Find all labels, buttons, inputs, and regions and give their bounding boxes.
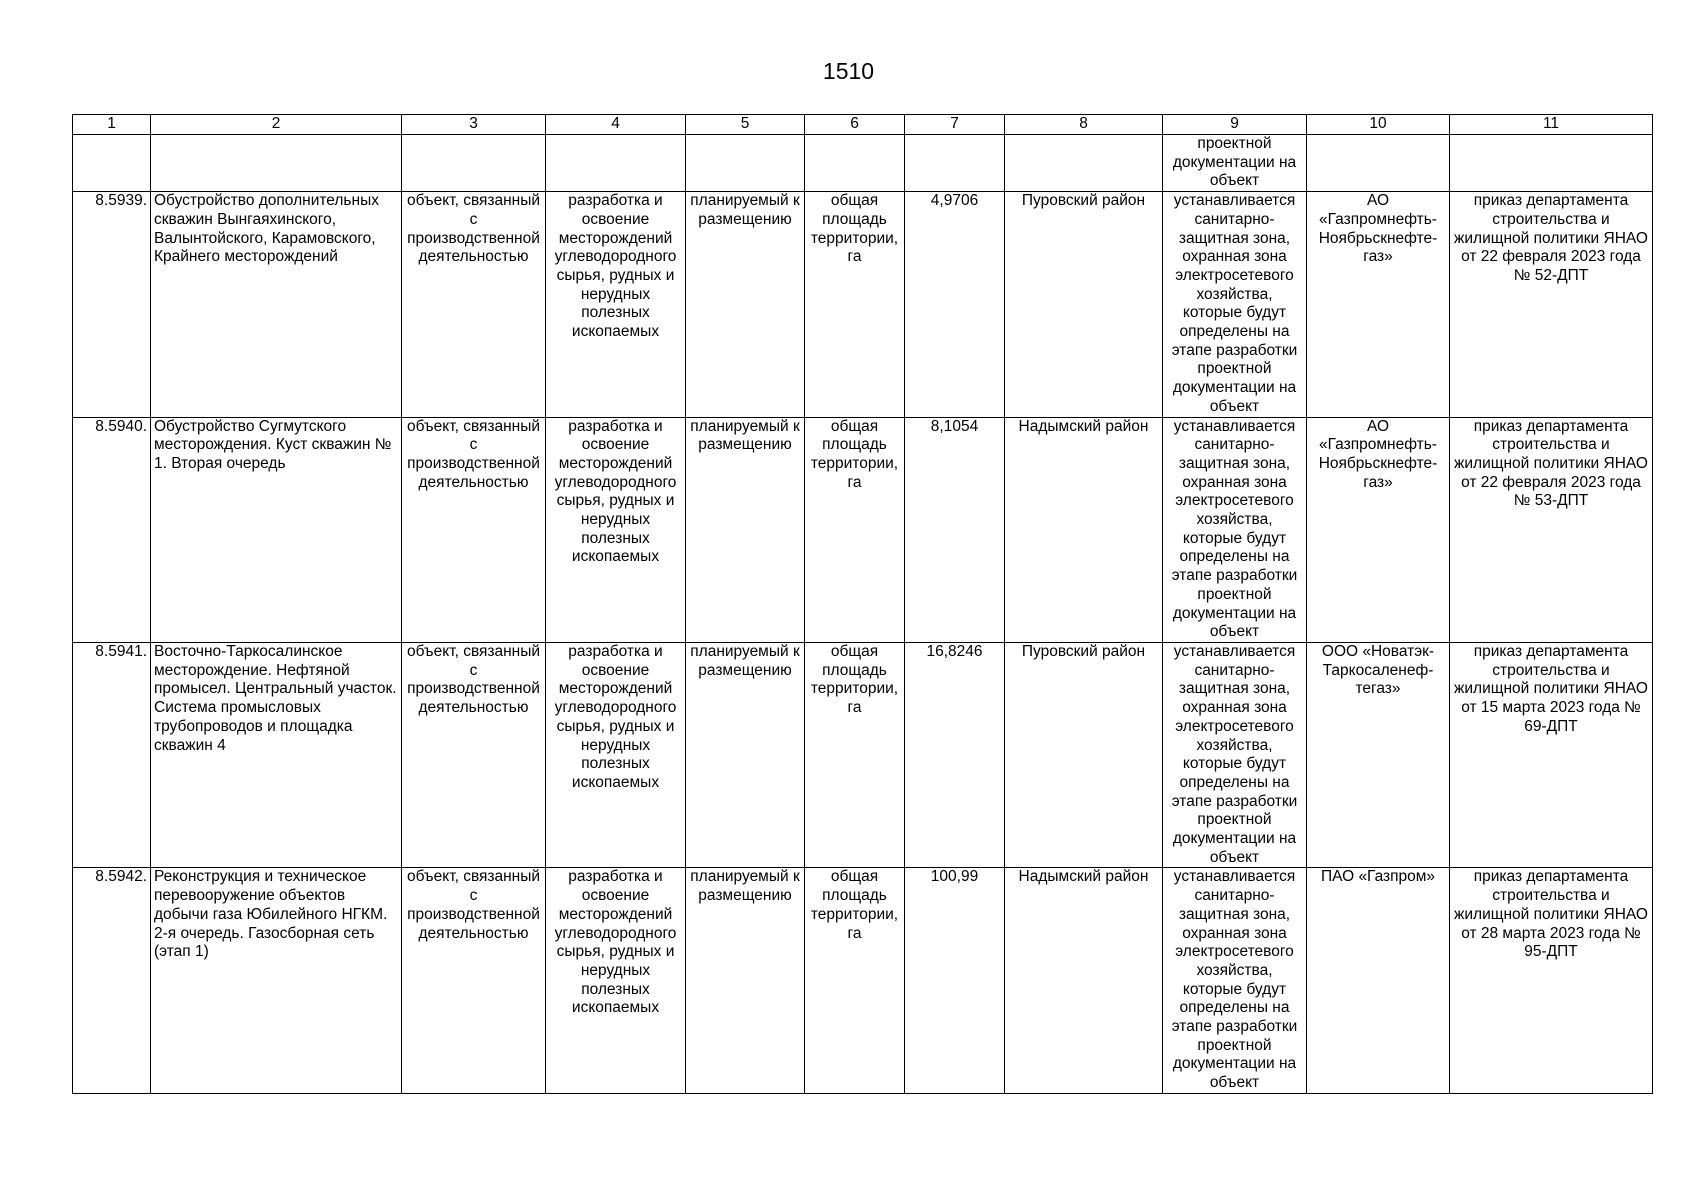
column-header: 9 xyxy=(1163,115,1307,135)
table-row xyxy=(73,417,1653,642)
table-row xyxy=(73,868,1653,1093)
cell-purpose: разработка и освоение месторождений углеводородного сырья, рудных и нерудных полезных ископаемых xyxy=(546,417,686,642)
register-table xyxy=(72,114,1653,1094)
page-number: 1510 xyxy=(822,58,875,84)
cell-status: планируемый к размещению xyxy=(686,868,805,1093)
column-header: 5 xyxy=(686,115,805,135)
column-header: 2 xyxy=(151,115,402,135)
cell-object-type: объект, связанный с производственной деятельностью xyxy=(402,868,546,1093)
cell-object-type: объект, связанный с производственной деятельностью xyxy=(402,417,546,642)
cell-empty xyxy=(151,135,402,192)
column-header: 6 xyxy=(805,115,905,135)
cell-location: Надымский район xyxy=(1005,868,1163,1093)
cell-empty xyxy=(73,135,151,192)
cell-zone: устанавливается санитарно-защитная зона, охранная зона электросетевого хозяйства, которые будут определены на этапе разработки проектной документации на объект xyxy=(1163,417,1307,642)
cell-zone: устанавливается санитарно-защитная зона, охранная зона электросетевого хозяйства, которые будут определены на этапе разработки проектной документации на объект xyxy=(1163,192,1307,417)
column-header: 1 xyxy=(73,115,151,135)
cell-owner: ООО «Новатэк-Таркосаленеф-тегаз» xyxy=(1307,642,1450,867)
cell-number: 8.5940. xyxy=(73,417,151,642)
cell-number: 8.5941. xyxy=(73,642,151,867)
column-number-row xyxy=(73,115,1653,135)
cell-empty xyxy=(402,135,546,192)
cell-empty xyxy=(805,135,905,192)
cell-zone: устанавливается санитарно-защитная зона, охранная зона электросетевого хозяйства, которые будут определены на этапе разработки проектной документации на объект xyxy=(1163,868,1307,1093)
table-row xyxy=(73,192,1653,417)
cell-location: Пуровский район xyxy=(1005,642,1163,867)
cell-document: приказ департамента строительства и жилищной политики ЯНАО от 15 марта 2023 года № 69-ДПТ xyxy=(1450,642,1653,867)
cell-empty xyxy=(1450,135,1653,192)
cell-empty xyxy=(905,135,1005,192)
column-header: 8 xyxy=(1005,115,1163,135)
column-header: 4 xyxy=(546,115,686,135)
cell-purpose: разработка и освоение месторождений углеводородного сырья, рудных и нерудных полезных ископаемых xyxy=(546,868,686,1093)
cell-value: 16,8246 xyxy=(905,642,1005,867)
cell-object-name: Обустройство Сугмутского месторождения. Куст скважин № 1. Вторая очередь xyxy=(151,417,402,642)
cell-object-type: объект, связанный с производственной деятельностью xyxy=(402,192,546,417)
cell-value: 8,1054 xyxy=(905,417,1005,642)
cell-location: Надымский район xyxy=(1005,417,1163,642)
table-row xyxy=(73,642,1653,867)
cell-owner: ПАО «Газпром» xyxy=(1307,868,1450,1093)
cell-object-name: Обустройство дополнительных скважин Вынгаяхинского, Валынтойского, Карамовского, Крайнего месторождений xyxy=(151,192,402,417)
cell-zone-continuation: проектной документации на объект xyxy=(1163,135,1307,192)
cell-empty xyxy=(1307,135,1450,192)
cell-location: Пуровский район xyxy=(1005,192,1163,417)
cell-value: 4,9706 xyxy=(905,192,1005,417)
cell-document: приказ департамента строительства и жилищной политики ЯНАО от 22 февраля 2023 года № 53-ДПТ xyxy=(1450,417,1653,642)
cell-object-name: Восточно-Таркосалинское месторождение. Нефтяной промысел. Центральный участок. Система промысловых трубопроводов и площадка скважин 4 xyxy=(151,642,402,867)
cell-number: 8.5942. xyxy=(73,868,151,1093)
column-header: 7 xyxy=(905,115,1005,135)
cell-owner: АО «Газпромнефть-Ноябрьскнефте-газ» xyxy=(1307,417,1450,642)
cell-characteristic: общая площадь территории, га xyxy=(805,192,905,417)
cell-object-name: Реконструкция и техническое перевооружение объектов добычи газа Юбилейного НГКМ. 2-я очередь. Газосборная сеть (этап 1) xyxy=(151,868,402,1093)
continuation-row xyxy=(73,135,1653,192)
cell-status: планируемый к размещению xyxy=(686,417,805,642)
cell-empty xyxy=(1005,135,1163,192)
cell-empty xyxy=(546,135,686,192)
cell-value: 100,99 xyxy=(905,868,1005,1093)
cell-number: 8.5939. xyxy=(73,192,151,417)
column-header: 10 xyxy=(1307,115,1450,135)
cell-purpose: разработка и освоение месторождений углеводородного сырья, рудных и нерудных полезных ископаемых xyxy=(546,192,686,417)
cell-characteristic: общая площадь территории, га xyxy=(805,642,905,867)
cell-status: планируемый к размещению xyxy=(686,192,805,417)
cell-zone: устанавливается санитарно-защитная зона, охранная зона электросетевого хозяйства, которые будут определены на этапе разработки проектной документации на объект xyxy=(1163,642,1307,867)
cell-empty xyxy=(686,135,805,192)
cell-characteristic: общая площадь территории, га xyxy=(805,417,905,642)
column-header: 11 xyxy=(1450,115,1653,135)
cell-purpose: разработка и освоение месторождений углеводородного сырья, рудных и нерудных полезных ископаемых xyxy=(546,642,686,867)
cell-status: планируемый к размещению xyxy=(686,642,805,867)
cell-object-type: объект, связанный с производственной деятельностью xyxy=(402,642,546,867)
cell-characteristic: общая площадь территории, га xyxy=(805,868,905,1093)
cell-owner: АО «Газпромнефть-Ноябрьскнефте-газ» xyxy=(1307,192,1450,417)
column-header: 3 xyxy=(402,115,546,135)
cell-document: приказ департамента строительства и жилищной политики ЯНАО от 22 февраля 2023 года № 52-ДПТ xyxy=(1450,192,1653,417)
cell-document: приказ департамента строительства и жилищной политики ЯНАО от 28 марта 2023 года № 95-ДПТ xyxy=(1450,868,1653,1093)
